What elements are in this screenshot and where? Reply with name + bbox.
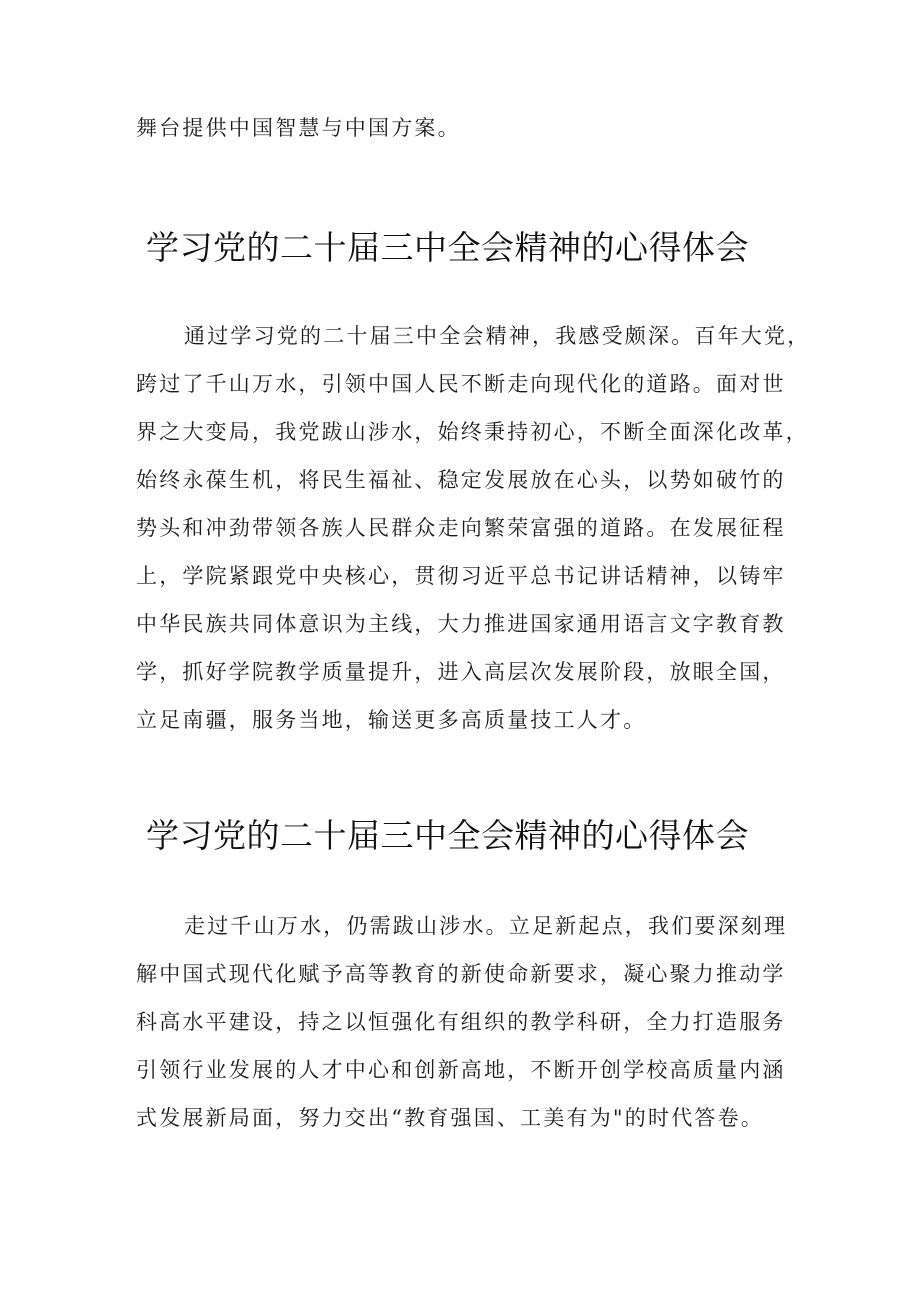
intro-paragraph (136, 104, 796, 152)
paragraph-line: 舞台提供中国智慧与中国方案。 (136, 116, 461, 140)
paragraph-line: 上，学院紧跟党中央核心，贯彻习近平总书记讲话精神，以铸牢 (136, 564, 786, 588)
paragraph-line: 通过学习党的二十届三中全会精神，我感受颇深。百年大党， (184, 324, 811, 348)
section-1-paragraph (136, 312, 811, 744)
paragraph-line: 走过千山万水，仍需跋山涉水。立足新起点，我们要深刻理 (184, 914, 788, 938)
paragraph-line: 学，抓好学院教学质量提升，进入高层次发展阶段，放眼全国， (136, 660, 786, 684)
paragraph-line: 中华民族共同体意识为主线，大力推进国家通用语言文字教育教 (136, 612, 786, 636)
paragraph-line: 科高水平建设，持之以恒强化有组织的教学科研，全力打造服务 (136, 1010, 786, 1034)
paragraph-line: 跨过了千山万水，引领中国人民不断走向现代化的道路。面对世 (136, 372, 786, 396)
paragraph-line: 始终永葆生机，将民生福祉、稳定发展放在心头，以势如破竹的 (136, 468, 786, 492)
paragraph-line: 解中国式现代化赋予高等教育的新使命新要求，凝心聚力推动学 (136, 962, 786, 986)
section-heading: 学习党的二十届三中全会精神的心得体会 (146, 816, 749, 855)
paragraph-line: 式发展新局面，努力交出“教育强国、工美有为"的时代答卷。 (136, 1106, 764, 1130)
paragraph-line: 势头和冲劲带领各族人民群众走向繁荣富强的道路。在发展征程 (136, 516, 786, 540)
paragraph-line: 引领行业发展的人才中心和创新高地，不断开创学校高质量内涵 (136, 1058, 786, 1082)
section-heading: 学习党的二十届三中全会精神的心得体会 (146, 228, 749, 267)
paragraph-line: 界之大变局，我党跋山涉水，始终秉持初心，不断全面深化改革， (136, 420, 809, 444)
section-2-paragraph (136, 902, 796, 1142)
paragraph-line: 立足南疆，服务当地，输送更多高质量技工人才。 (136, 708, 647, 732)
